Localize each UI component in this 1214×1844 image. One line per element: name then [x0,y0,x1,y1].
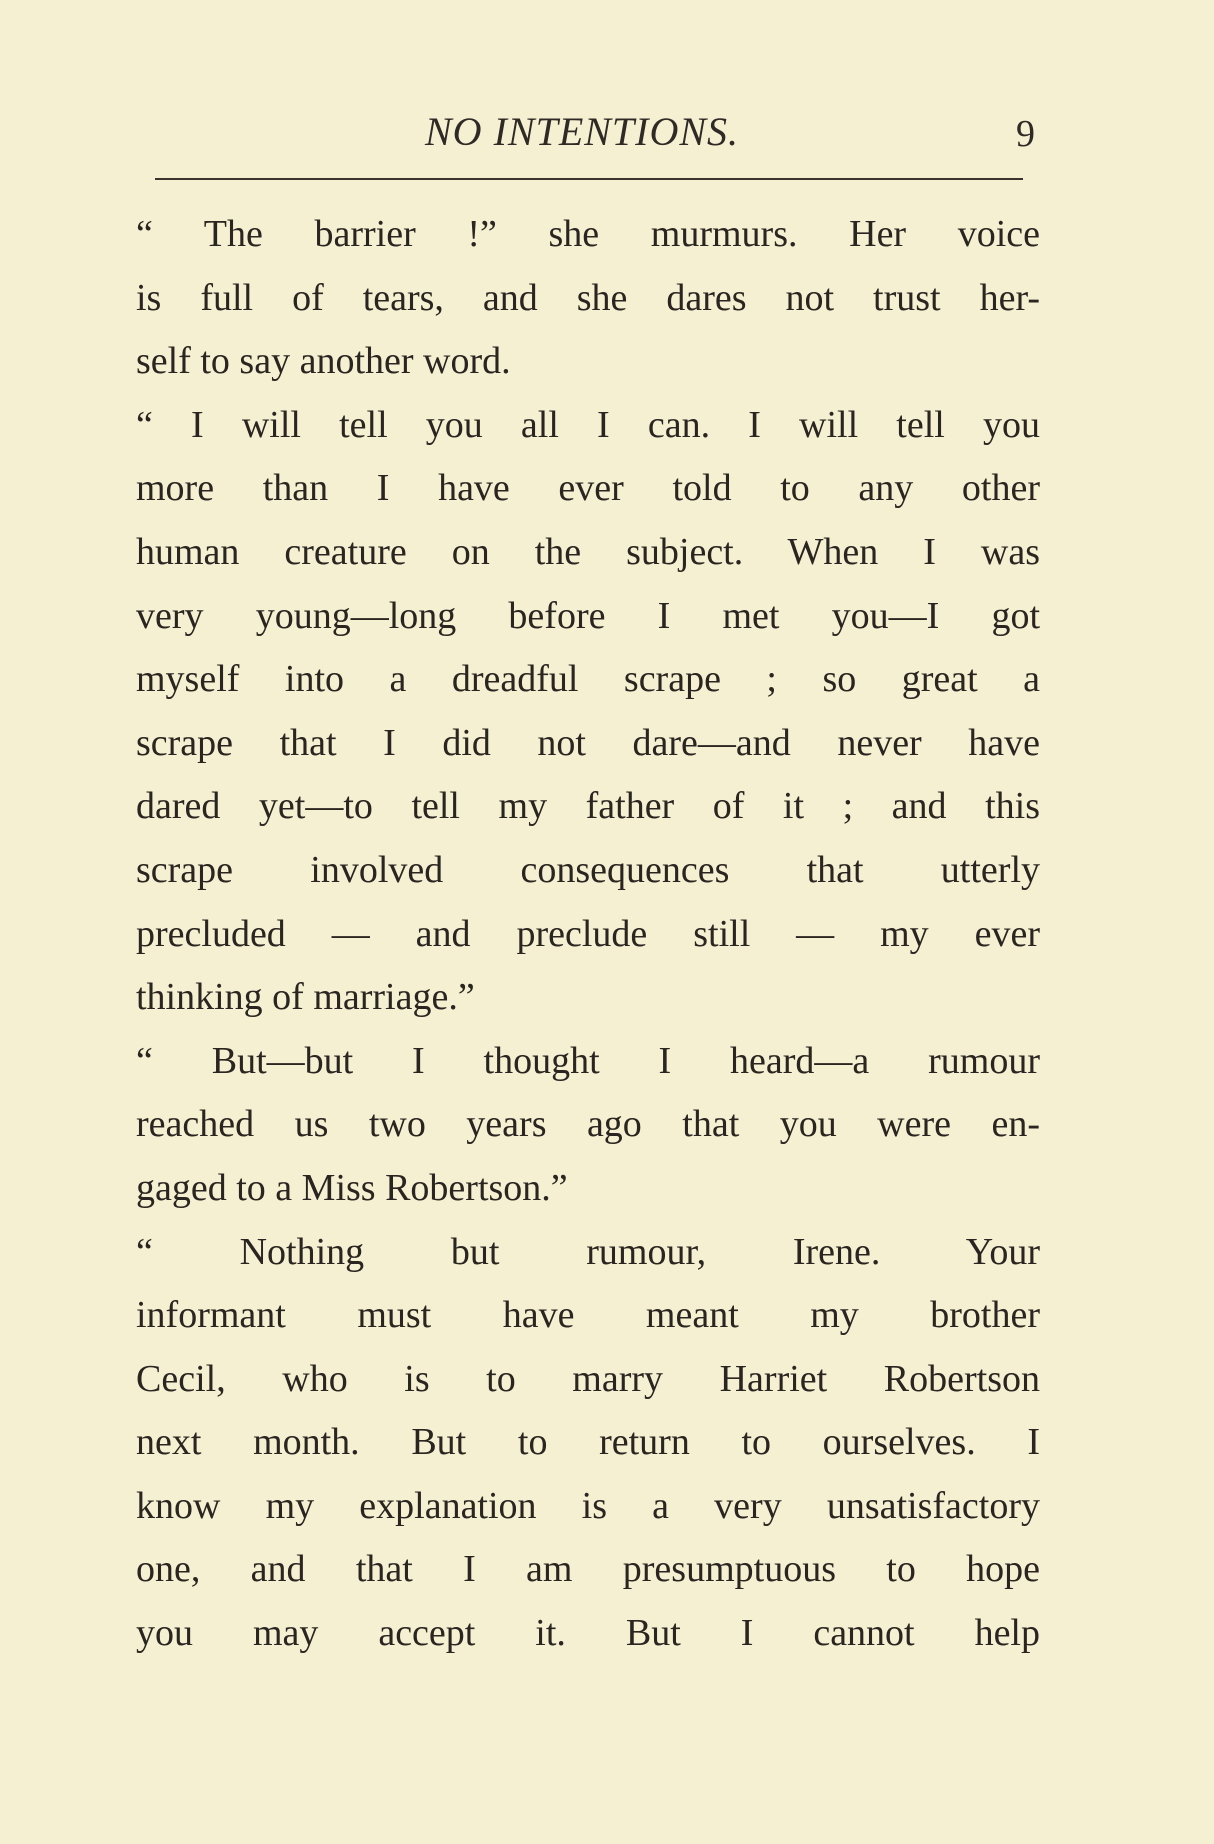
text-line: “ But—but I thought I heard—a rumour [136,1039,1040,1082]
page-number: 9 [1016,113,1035,155]
text-line: “ The barrier !” she murmurs. Her voice [136,213,1040,255]
text-line: more than I have ever told to any other [136,467,1040,510]
text-line: scrape involved consequences that utterly [136,848,1040,891]
running-title: NO INTENTIONS. [425,109,740,154]
text-line: informant must have meant my brother [136,1294,1040,1337]
text-line: one, and that I am presumptuous to hope [136,1548,1040,1591]
text-line: know my explanation is a very unsatisfactory [136,1484,1040,1527]
text-line: you may accept it. But I cannot help [136,1612,1040,1655]
text-line: is full of tears, and she dares not trust her- [136,276,1040,319]
text-line: scrape that I did not dare—and never have [136,721,1040,764]
body-text [136,203,1040,1666]
text-line: precluded — and preclude still — my ever [136,912,1040,955]
text-line: self to say another word. [136,340,511,383]
text-line: next month. But to return to ourselves. I [136,1421,1040,1464]
text-line: “ I will tell you all I can. I will tell you [136,403,1040,446]
text-line: human creature on the subject. When I was [136,530,1040,573]
running-head [155,100,1035,170]
text-line: “ Nothing but rumour, Irene. Your [136,1230,1040,1273]
text-line: dared yet—to tell my father of it ; and this [136,785,1040,828]
text-line: Cecil, who is to marry Harriet Robertson [136,1357,1040,1400]
text-line: thinking of marriage.” [136,976,475,1019]
text-line: very young—long before I met you—I got [136,594,1040,637]
text-line: myself into a dreadful scrape ; so great a [136,658,1040,701]
header-rule [155,178,1023,180]
text-line: gaged to a Miss Robertson.” [136,1166,568,1209]
text-line: reached us two years ago that you were en- [136,1103,1040,1146]
